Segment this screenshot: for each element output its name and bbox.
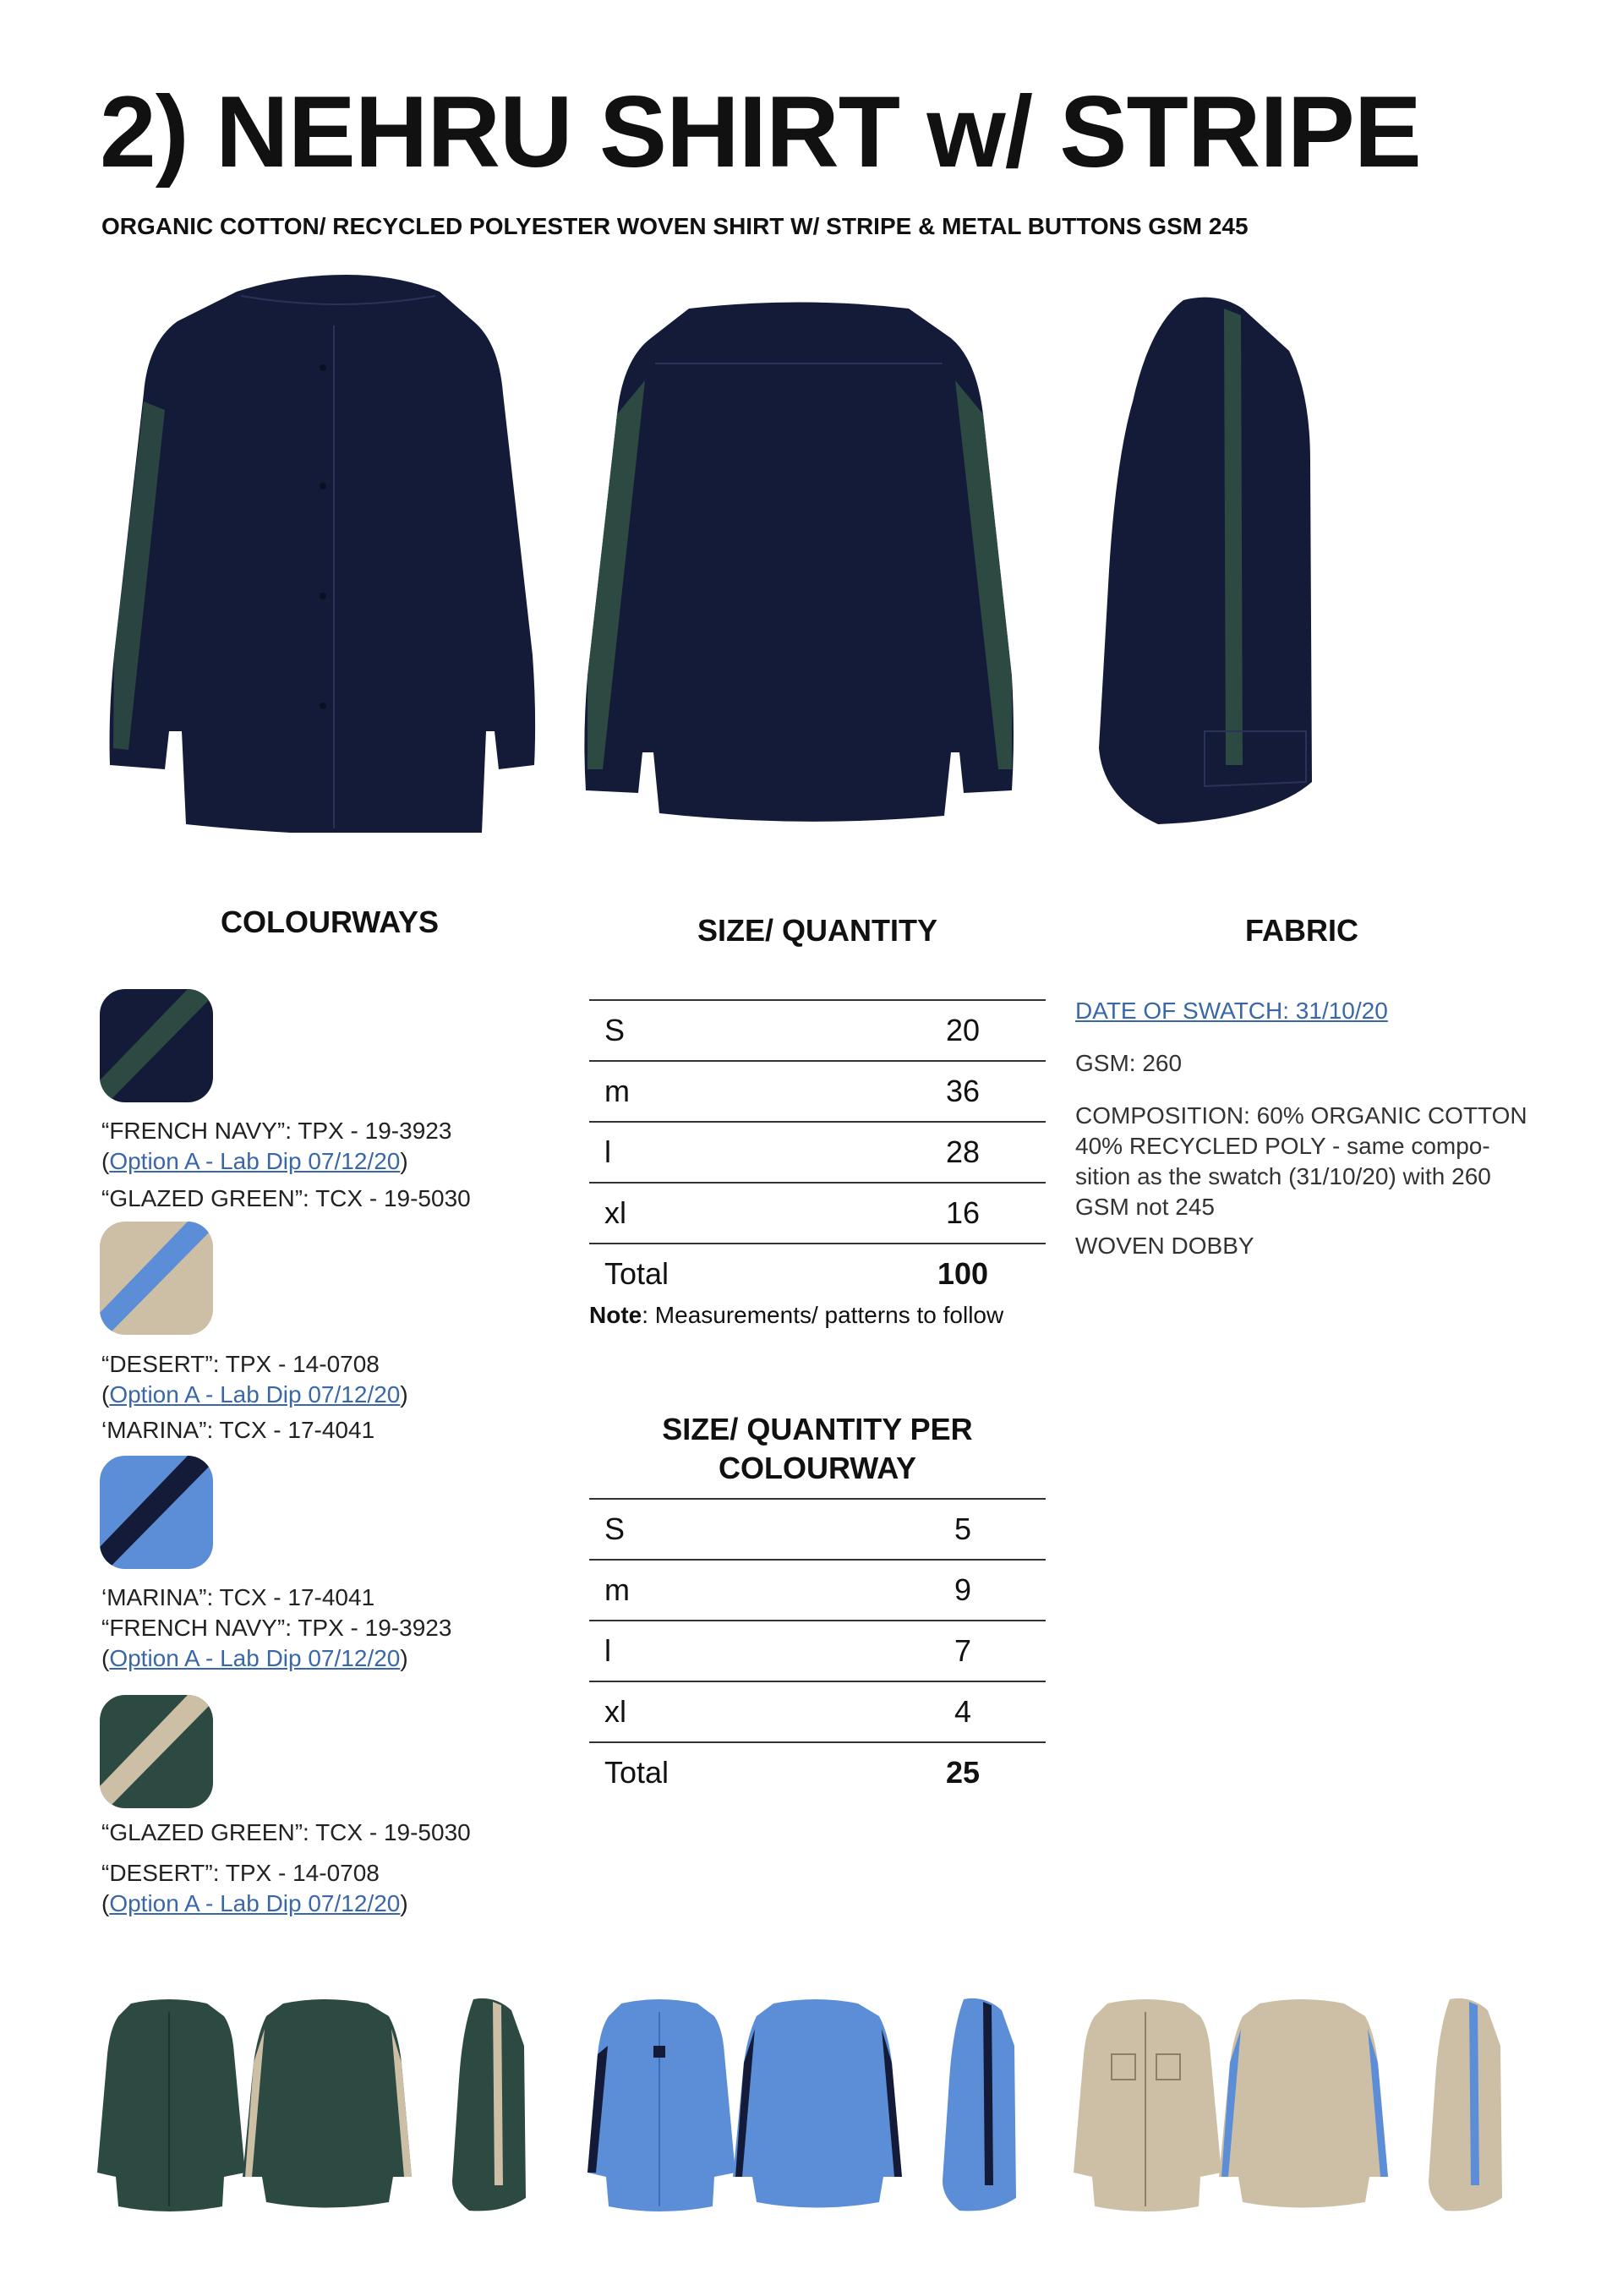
qty-cell: 20 bbox=[880, 1000, 1046, 1061]
fabric-details bbox=[1075, 996, 1527, 1261]
size-cell: m bbox=[589, 1560, 880, 1621]
colourway-4-line1: “GLAZED GREEN”: TCX - 19-5030 bbox=[101, 1819, 471, 1845]
table-row-total bbox=[589, 1244, 1046, 1304]
colourway-1-labdip: (Option A - Lab Dip 07/12/20) bbox=[101, 1148, 408, 1174]
fabric-composition: COMPOSITION: 60% ORGANIC COTTON 40% RECYCLED POLY - same compo- sition as the swatch (31/10/20) with 260 GSM not 245 bbox=[1075, 1102, 1527, 1220]
colourways-heading: COLOURWAYS bbox=[220, 905, 440, 939]
page-subtitle: ORGANIC COTTON/ RECYCLED POLYESTER WOVEN SHIRT W/ STRIPE & METAL BUTTONS GSM 245 bbox=[101, 213, 1249, 239]
colourway-swatch-marina-navy bbox=[100, 1456, 213, 1569]
size-cell: xl bbox=[589, 1681, 880, 1742]
shirt-front-illustration bbox=[101, 275, 566, 833]
size-quantity-per-colourway-table bbox=[589, 1498, 1046, 1802]
colourway-2-line3: ‘MARINA”: TCX - 17-4041 bbox=[101, 1417, 375, 1443]
size-cell: m bbox=[589, 1061, 880, 1122]
qty-cell: 4 bbox=[880, 1681, 1046, 1742]
qty-cell: 7 bbox=[880, 1621, 1046, 1681]
qty-cell: 16 bbox=[880, 1183, 1046, 1244]
colourway-2-line1: “DESERT”: TPX - 14-0708 bbox=[101, 1351, 380, 1377]
colourway-swatch-navy-green bbox=[100, 989, 213, 1102]
colourway-4-line2: “DESERT”: TPX - 14-0708 bbox=[101, 1860, 380, 1886]
size-cell: Total bbox=[589, 1244, 880, 1304]
colourway-1-line1: “FRENCH NAVY”: TPX - 19-3923 bbox=[101, 1118, 452, 1144]
fabric-gsm: GSM: 260 bbox=[1075, 1050, 1183, 1076]
colourway-4-labdip: (Option A - Lab Dip 07/12/20) bbox=[101, 1890, 408, 1916]
table-row bbox=[589, 1183, 1046, 1244]
size-cell: Total bbox=[589, 1742, 880, 1802]
qty-cell: 100 bbox=[880, 1244, 1046, 1304]
colourway-3-labdip: (Option A - Lab Dip 07/12/20) bbox=[101, 1645, 408, 1671]
shirt-side-illustration bbox=[1099, 292, 1319, 833]
colourway-3-text bbox=[101, 1583, 451, 1674]
table-row bbox=[589, 1560, 1046, 1621]
colourway-4-labdip-link[interactable]: Option A - Lab Dip 07/12/20 bbox=[109, 1890, 401, 1916]
qty-cell: 36 bbox=[880, 1061, 1046, 1122]
colourway-2-text bbox=[101, 1349, 408, 1446]
table-row bbox=[589, 1122, 1046, 1183]
shirt-back-illustration bbox=[579, 296, 1019, 828]
qty-cell: 28 bbox=[880, 1122, 1046, 1183]
colourway-2-labdip: (Option A - Lab Dip 07/12/20) bbox=[101, 1381, 408, 1408]
size-cell: xl bbox=[589, 1183, 880, 1244]
colourway-4-text bbox=[101, 1818, 471, 1919]
colourway-3-labdip-link[interactable]: Option A - Lab Dip 07/12/20 bbox=[109, 1645, 401, 1671]
table-row bbox=[589, 1499, 1046, 1560]
colourway-illustrations-marina bbox=[587, 1995, 1027, 2219]
qty-cell: 5 bbox=[880, 1499, 1046, 1560]
fabric-weave: WOVEN DOBBY bbox=[1075, 1233, 1254, 1259]
fabric-date-link[interactable]: DATE OF SWATCH: 31/10/20 bbox=[1075, 998, 1388, 1024]
colourway-illustrations-green bbox=[97, 1995, 537, 2219]
size-cell: S bbox=[589, 1499, 880, 1560]
colourway-2-labdip-link[interactable]: Option A - Lab Dip 07/12/20 bbox=[109, 1381, 401, 1408]
table-row bbox=[589, 1621, 1046, 1681]
colourway-3-line2: “FRENCH NAVY”: TPX - 19-3923 bbox=[101, 1615, 452, 1641]
fabric-heading: FABRIC bbox=[1245, 913, 1358, 948]
qty-cell: 25 bbox=[880, 1742, 1046, 1802]
size-cell: l bbox=[589, 1621, 880, 1681]
size-note: Note: Measurements/ patterns to follow bbox=[589, 1302, 1004, 1328]
size-quantity-heading: SIZE/ QUANTITY bbox=[697, 913, 937, 948]
table-row bbox=[589, 1061, 1046, 1122]
size-cell: S bbox=[589, 1000, 880, 1061]
colourway-1-line3: “GLAZED GREEN”: TCX - 19-5030 bbox=[101, 1185, 471, 1211]
table-row bbox=[589, 1000, 1046, 1061]
size-quantity-table bbox=[589, 999, 1046, 1304]
size-cell: l bbox=[589, 1122, 880, 1183]
colourway-illustrations-desert bbox=[1074, 1995, 1513, 2219]
colourway-1-labdip-link[interactable]: Option A - Lab Dip 07/12/20 bbox=[109, 1148, 401, 1174]
size-quantity-per-colourway-heading: SIZE/ QUANTITY PER COLOURWAY bbox=[662, 1412, 973, 1485]
table-row-total bbox=[589, 1742, 1046, 1802]
table-row bbox=[589, 1681, 1046, 1742]
colourway-3-line1: ‘MARINA”: TCX - 17-4041 bbox=[101, 1584, 375, 1610]
page-title: 2) NEHRU SHIRT w/ STRIPE bbox=[100, 75, 1421, 189]
qty-cell: 9 bbox=[880, 1560, 1046, 1621]
colourway-swatch-desert-marina bbox=[100, 1222, 213, 1335]
colourway-swatch-green-desert bbox=[100, 1695, 213, 1808]
colourway-1-text bbox=[101, 1116, 471, 1214]
